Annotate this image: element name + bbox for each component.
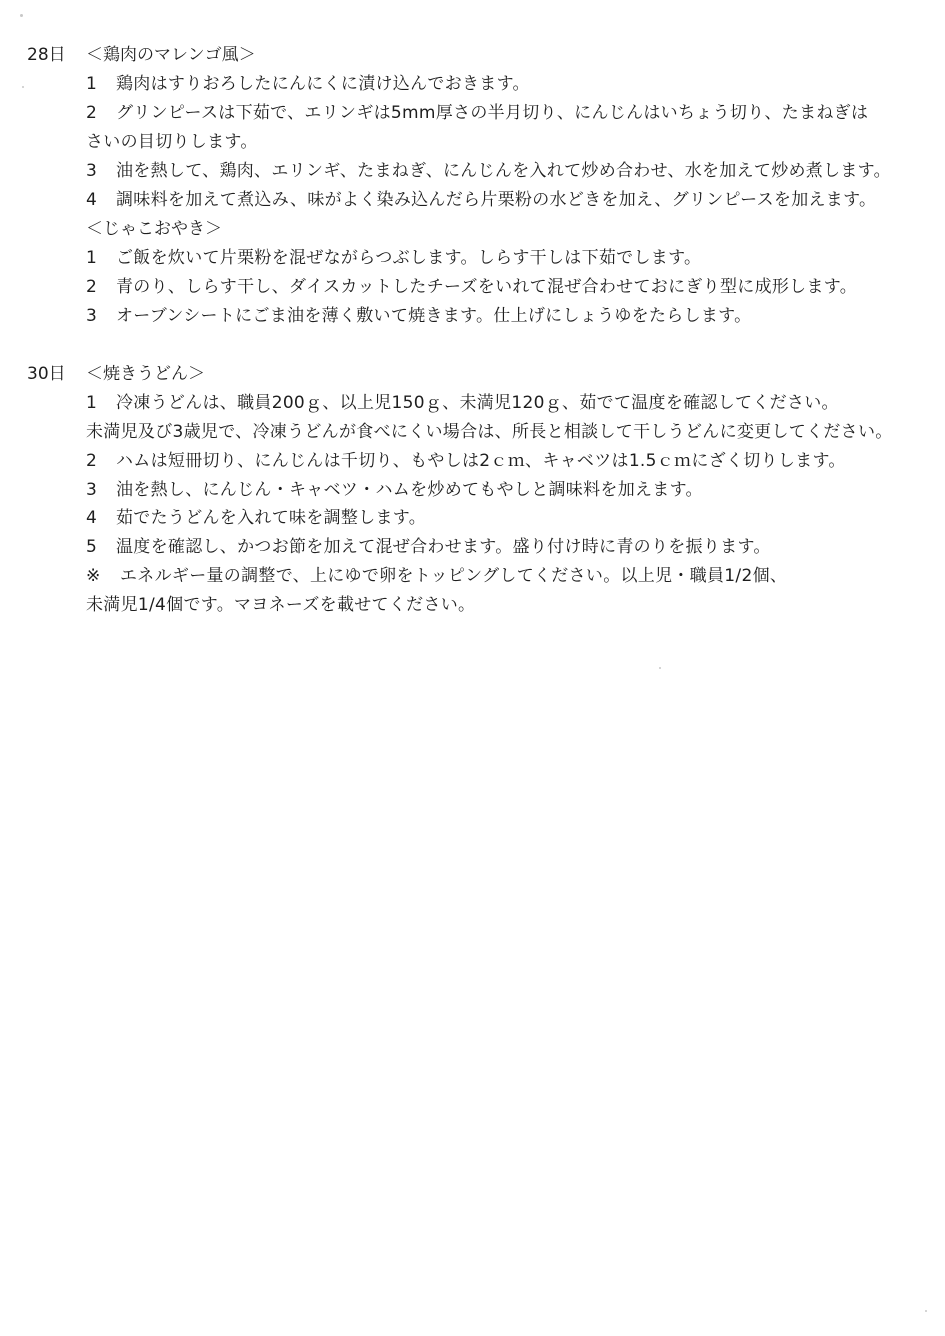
scan-speck bbox=[20, 14, 23, 17]
note-line bbox=[86, 565, 787, 587]
step-number: 2 bbox=[86, 277, 98, 297]
step-text: 茹でたうどんを入れて味を調整します。 bbox=[116, 508, 427, 528]
step-text: 調味料を加えて煮込み、味がよく染み込んだら片栗粉の水どきを加え、グリンピースを加えます。 bbox=[116, 190, 877, 210]
day-label-30: 30日 bbox=[27, 364, 66, 384]
step-number: 4 bbox=[86, 508, 98, 528]
step-text: 鶏肉はすりおろしたにんにくに漬け込んでおきます。 bbox=[116, 74, 530, 94]
step-text: 冷凍うどんは、職員200ｇ、以上児150ｇ、未満児120ｇ、茹でて温度を確認してください。 bbox=[116, 393, 839, 413]
step-text: 油を熱し、にんじん・キャベツ・ハムを炒めてもやしと調味料を加えます。 bbox=[116, 480, 703, 500]
step-number: 1 bbox=[86, 74, 98, 94]
step-text: 油を熱して、鶏肉、エリンギ、たまねぎ、にんじんを入れて炒め合わせ、水を加えて炒め煮します。 bbox=[116, 161, 891, 181]
step-text: ご飯を炊いて片栗粉を混ぜながらつぶします。しらす干しは下茹でします。 bbox=[116, 248, 702, 268]
step-line bbox=[86, 479, 703, 501]
step-number: 1 bbox=[86, 393, 98, 413]
recipe-title-jakoyaki: ＜じゃこおやき＞ bbox=[86, 219, 222, 239]
recipe-title-yakiudon: ＜焼きうどん＞ bbox=[86, 364, 205, 384]
step-text: オーブンシートにごま油を薄く敷いて焼きます。仕上げにしょうゆをたらします。 bbox=[116, 306, 752, 326]
step-text: 温度を確認し、かつお節を加えて混ぜ合わせます。盛り付け時に青のりを振ります。 bbox=[116, 537, 771, 557]
step-number: 3 bbox=[86, 306, 98, 326]
step-text: グリンピースは下茹で、エリンギは5mm厚さの半月切り、にんじんはいちょう切り、たまねぎは bbox=[116, 103, 869, 123]
day-label-28: 28日 bbox=[27, 45, 66, 65]
recipe-title-marengo: ＜鶏肉のマレンゴ風＞ bbox=[86, 45, 256, 65]
step-number: 3 bbox=[86, 161, 98, 181]
scan-speck bbox=[659, 667, 661, 669]
step-line bbox=[86, 247, 701, 269]
step-line bbox=[86, 73, 530, 95]
step-continuation: 未満児及び3歳児で、冷凍うどんが食べにくい場合は、所長と相談して干しうどんに変更してください。 bbox=[86, 422, 893, 442]
step-line bbox=[86, 507, 426, 529]
scan-speck bbox=[925, 1310, 927, 1312]
step-continuation: さいの目切りします。 bbox=[86, 132, 258, 152]
step-line bbox=[86, 305, 751, 327]
step-number: 2 bbox=[86, 103, 98, 123]
step-text: 青のり、しらす干し、ダイスカットしたチーズをいれて混ぜ合わせておにぎり型に成形します。 bbox=[116, 277, 858, 297]
step-number: 5 bbox=[86, 537, 98, 557]
step-line bbox=[86, 392, 839, 414]
step-line bbox=[86, 102, 868, 124]
step-line bbox=[86, 536, 771, 558]
step-number: 1 bbox=[86, 248, 98, 268]
step-number: 4 bbox=[86, 190, 98, 210]
note-continuation: 未満児1/4個です。マヨネーズを載せてください。 bbox=[86, 595, 476, 615]
step-line bbox=[86, 160, 891, 182]
step-line bbox=[86, 276, 857, 298]
step-text: ハムは短冊切り、にんじんは千切り、もやしは2ｃｍ、キャベツは1.5ｃｍにざく切りします。 bbox=[116, 451, 846, 471]
step-line bbox=[86, 189, 876, 211]
step-line bbox=[86, 450, 846, 472]
step-number: 2 bbox=[86, 451, 98, 471]
scan-speck bbox=[22, 86, 24, 88]
note-text: エネルギー量の調整で、上にゆで卵をトッピングしてください。以上児・職員1/2個、 bbox=[120, 566, 788, 586]
step-number: 3 bbox=[86, 480, 98, 500]
note-mark: ※ bbox=[86, 566, 101, 586]
